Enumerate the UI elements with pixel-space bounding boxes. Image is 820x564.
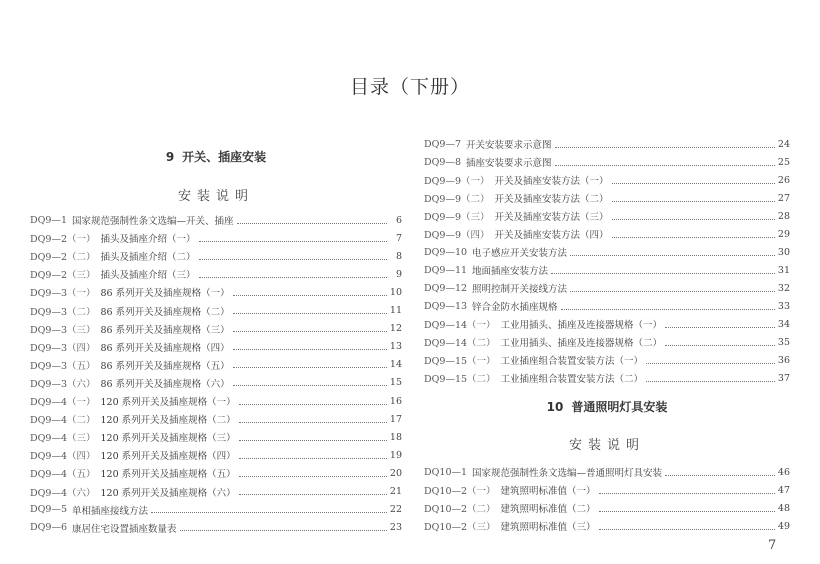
toc-entry-page: 9 — [395, 268, 402, 280]
toc-entry-title: 工业插座组合装置安装方法（二） — [500, 374, 644, 385]
toc-entry-code: DQ9—9（二） — [424, 194, 490, 205]
toc-entry[interactable] — [30, 247, 402, 265]
toc-entry-page: 16 — [389, 395, 402, 407]
toc-entry-page: 29 — [777, 228, 790, 240]
toc-entry-page: 18 — [389, 431, 402, 443]
dot-leader — [199, 240, 387, 242]
toc-entry[interactable] — [424, 351, 790, 369]
toc-entry-title: 国家规范强制性条文选编—普通照明灯具安装 — [472, 468, 663, 479]
toc-entry-code: DQ10—2（二） — [424, 504, 496, 515]
dot-leader — [646, 380, 775, 382]
toc-entry-page: 19 — [389, 449, 402, 461]
toc-entry[interactable] — [30, 374, 402, 392]
toc-entry-page: 24 — [777, 138, 790, 150]
toc-entry[interactable] — [424, 499, 790, 517]
toc-entry-title: 86 系列开关及插座规格（五） — [100, 360, 230, 372]
toc-entry-page: 6 — [395, 214, 402, 226]
dot-leader — [239, 439, 387, 441]
toc-entry-title: 开关及插座安装方法（二） — [494, 194, 609, 205]
toc-entry[interactable] — [30, 483, 402, 501]
toc-entry-title: 照明控制开关接线方法 — [472, 284, 568, 295]
toc-entry-title: 开关及插座安装方法（四） — [494, 230, 609, 241]
dot-leader — [570, 290, 775, 292]
toc-entry-title: 国家规范强制性条文选编—开关、插座 — [72, 216, 234, 227]
toc-entry[interactable] — [30, 320, 402, 338]
toc-entry[interactable] — [424, 481, 790, 499]
toc-entry[interactable] — [30, 356, 402, 374]
toc-entry-code: DQ9—8 — [424, 156, 461, 168]
toc-entry-code: DQ10—2（三） — [424, 522, 496, 533]
toc-entry[interactable] — [424, 135, 790, 153]
toc-entry-page: 23 — [389, 522, 402, 534]
dot-leader — [199, 258, 387, 260]
section-heading: 安装说明 — [568, 438, 645, 453]
toc-entry-title: 86 系列开关及插座规格（二） — [100, 306, 230, 318]
toc-entry[interactable] — [30, 446, 402, 464]
toc-entry-page: 32 — [777, 282, 790, 294]
toc-entry-page: 22 — [389, 504, 402, 516]
dot-leader — [233, 294, 387, 296]
toc-entry[interactable] — [30, 265, 402, 283]
toc-entry-page: 46 — [777, 466, 790, 478]
page-number: 7 — [768, 538, 777, 553]
toc-entry[interactable] — [424, 207, 790, 225]
toc-entry-title: 86 系列开关及插座规格（四） — [100, 342, 230, 354]
toc-entry[interactable] — [424, 225, 790, 243]
toc-entry-code: DQ9—15（二） — [424, 374, 496, 385]
toc-entry-title: 康居住宅设置插座数量表 — [72, 523, 177, 535]
toc-entry-code: DQ9—3（二） — [30, 306, 96, 318]
toc-entry-code: DQ9—9（一） — [424, 176, 490, 187]
toc-entry-page: 35 — [777, 336, 790, 348]
toc-entry-page: 47 — [777, 484, 790, 496]
toc-entry-code: DQ9—3（六） — [30, 378, 96, 390]
toc-entry[interactable] — [424, 153, 790, 171]
dot-leader — [612, 218, 775, 220]
toc-entry-title: 地面插座安装方法 — [472, 266, 549, 277]
toc-entry-title: 插头及插座介绍（二） — [100, 252, 196, 264]
toc-entry[interactable] — [424, 171, 790, 189]
toc-entry-page: 49 — [777, 520, 790, 532]
toc-entry-page: 30 — [777, 246, 790, 258]
dot-leader — [665, 326, 775, 328]
toc-entry-code: DQ9—2（一） — [30, 234, 96, 246]
chapter-heading — [424, 398, 790, 415]
toc-entry-page: 33 — [777, 300, 790, 312]
toc-entry-code: DQ9—10 — [424, 246, 468, 258]
section-heading: 安装说明 — [177, 189, 254, 204]
dot-leader — [239, 475, 387, 477]
toc-entry-page: 28 — [777, 210, 790, 222]
toc-entry-code: DQ9—1 — [30, 214, 67, 226]
toc-entry-page: 7 — [395, 232, 402, 244]
toc-entry-title: 开关及插座安装方法（一） — [494, 176, 609, 187]
toc-entry-code: DQ10—1 — [424, 466, 468, 478]
toc-entry-title: 工业插座组合装置安装方法（一） — [500, 356, 644, 367]
dot-leader — [646, 362, 775, 364]
toc-entry-page: 13 — [389, 341, 402, 353]
toc-entry-page: 37 — [777, 372, 790, 384]
toc-entry-title: 插头及插座介绍（三） — [100, 270, 196, 282]
dot-leader — [551, 272, 775, 274]
toc-entry-page: 36 — [777, 354, 790, 366]
dot-leader — [555, 164, 775, 166]
chapter-heading — [30, 148, 402, 165]
chapter-number: 9 — [165, 150, 175, 164]
chapter-title: 开关、插座安装 — [182, 150, 267, 164]
chapter-title: 普通照明灯具安装 — [571, 400, 668, 414]
toc-entry-code: DQ9—9（四） — [424, 230, 490, 241]
toc-entry[interactable] — [30, 229, 402, 247]
toc-entry-code: DQ9—4（五） — [30, 469, 96, 481]
toc-entry[interactable] — [30, 464, 402, 482]
toc-entry-title: 工业用插头、插座及连接器规格（二） — [500, 338, 663, 349]
toc-entry-code: DQ9—2（二） — [30, 252, 96, 264]
dot-leader — [555, 146, 775, 148]
toc-entry[interactable] — [30, 283, 402, 301]
toc-entry-code: DQ9—14（一） — [424, 320, 496, 331]
dot-leader — [561, 308, 775, 310]
toc-entry-title: 86 系列开关及插座规格（三） — [100, 324, 230, 336]
toc-entry-page: 26 — [777, 174, 790, 186]
dot-leader — [599, 510, 775, 512]
toc-entry-code: DQ9—15（一） — [424, 356, 496, 367]
toc-entry[interactable] — [424, 333, 790, 351]
dot-leader — [665, 474, 775, 476]
chapter-number: 10 — [546, 400, 564, 414]
dot-leader — [570, 254, 775, 256]
toc-entry[interactable] — [30, 519, 402, 537]
dot-leader — [612, 200, 775, 202]
dot-leader — [233, 348, 387, 350]
toc-entry-page: 31 — [777, 264, 790, 276]
toc-entry-code: DQ9—12 — [424, 282, 468, 294]
toc-entry-code: DQ9—11 — [424, 264, 468, 276]
toc-entry-title: 锌合金防水插座规格 — [472, 302, 558, 313]
toc-entry[interactable] — [424, 517, 790, 535]
toc-entry-code: DQ9—3（三） — [30, 324, 96, 336]
dot-leader — [612, 182, 775, 184]
toc-entry-page: 12 — [389, 323, 402, 335]
toc-entry-title: 120 系列开关及插座规格（二） — [100, 415, 236, 427]
dot-leader — [239, 403, 387, 405]
dot-leader — [239, 421, 387, 423]
toc-entry-title: 86 系列开关及插座规格（一） — [100, 288, 230, 300]
dot-leader — [599, 492, 775, 494]
toc-entry-title: 电子感应开关安装方法 — [472, 248, 568, 259]
toc-entry[interactable] — [30, 211, 402, 229]
toc-entry-code: DQ9—14（二） — [424, 338, 496, 349]
toc-entry-page: 17 — [389, 413, 402, 425]
toc-entry-code: DQ9—13 — [424, 300, 468, 312]
toc-entry[interactable] — [424, 369, 790, 387]
toc-entry-title: 120 系列开关及插座规格（三） — [100, 433, 236, 445]
toc-entry-title: 开关及插座安装方法（三） — [494, 212, 609, 223]
toc-entry-code: DQ9—5 — [30, 504, 67, 516]
toc-entry-title: 开关安装要求示意图 — [466, 140, 552, 151]
toc-entry[interactable] — [30, 392, 402, 410]
toc-entry[interactable] — [30, 428, 402, 446]
page-title: 目录（下册） — [349, 76, 470, 98]
toc-entry-page: 25 — [777, 156, 790, 168]
toc-entry-code: DQ9—9（三） — [424, 212, 490, 223]
toc-entry-code: DQ9—3（五） — [30, 360, 96, 372]
toc-entry-code: DQ9—4（三） — [30, 433, 96, 445]
toc-entry-title: 插头及插座介绍（一） — [100, 234, 196, 246]
dot-leader — [237, 222, 387, 224]
dot-leader — [151, 511, 387, 513]
toc-entry-code: DQ9—4（六） — [30, 487, 96, 499]
toc-entry-title: 120 系列开关及插座规格（六） — [100, 487, 236, 499]
toc-entry-title: 工业用插头、插座及连接器规格（一） — [500, 320, 663, 331]
toc-entry-code: DQ9—4（二） — [30, 415, 96, 427]
toc-entry-page: 14 — [389, 359, 402, 371]
toc-entry-page: 48 — [777, 502, 790, 514]
toc-entry-page: 11 — [389, 305, 402, 316]
toc-entry[interactable] — [30, 338, 402, 356]
dot-leader — [239, 493, 387, 495]
toc-entry-code: DQ9—2（三） — [30, 270, 96, 282]
dot-leader — [180, 529, 387, 531]
toc-entry-title: 插座安装要求示意图 — [466, 158, 552, 169]
toc-entry-code: DQ9—3（一） — [30, 288, 96, 300]
toc-entry-title: 120 系列开关及插座规格（一） — [100, 397, 236, 408]
dot-leader — [233, 384, 387, 386]
toc-entry[interactable] — [424, 463, 790, 481]
toc-entry[interactable] — [424, 189, 790, 207]
dot-leader — [199, 276, 387, 278]
toc-entry-code: DQ9—7 — [424, 138, 461, 150]
toc-entry-page: 20 — [389, 467, 402, 479]
toc-entry-code: DQ10—2（一） — [424, 486, 496, 497]
dot-leader — [599, 528, 775, 530]
toc-entry-title: 120 系列开关及插座规格（五） — [100, 469, 236, 481]
toc-entry-page: 8 — [395, 250, 402, 262]
toc-entry[interactable] — [30, 302, 402, 320]
toc-entry-page: 21 — [389, 486, 402, 497]
toc-entry[interactable] — [424, 279, 790, 297]
toc-entry-title: 建筑照明标准值（一） — [500, 486, 596, 497]
toc-entry[interactable] — [424, 297, 790, 315]
toc-entry-title: 86 系列开关及插座规格（六） — [100, 378, 230, 390]
toc-entry[interactable] — [30, 410, 402, 428]
dot-leader — [612, 236, 775, 238]
dot-leader — [233, 312, 387, 314]
toc-entry-title: 120 系列开关及插座规格（四） — [100, 451, 236, 463]
toc-entry-title: 建筑照明标准值（二） — [500, 504, 596, 515]
toc-entry-code: DQ9—6 — [30, 522, 67, 534]
toc-entry-page: 10 — [389, 286, 402, 298]
toc-entry[interactable] — [424, 261, 790, 279]
toc-entry-title: 单相插座接线方法 — [72, 505, 149, 517]
toc-entry[interactable] — [424, 315, 790, 333]
dot-leader — [239, 457, 387, 459]
toc-entry-code: DQ9—3（四） — [30, 342, 96, 354]
toc-entry-code: DQ9—4（一） — [30, 397, 96, 408]
toc-entry[interactable] — [30, 501, 402, 519]
toc-entry[interactable] — [424, 243, 790, 261]
toc-entry-page: 27 — [777, 192, 790, 204]
toc-entry-code: DQ9—4（四） — [30, 451, 96, 463]
toc-entry-page: 34 — [777, 318, 790, 330]
toc-entry-page: 15 — [389, 377, 402, 389]
dot-leader — [233, 330, 387, 332]
dot-leader — [233, 366, 387, 368]
toc-entry-title: 建筑照明标准值（三） — [500, 522, 596, 533]
dot-leader — [665, 344, 775, 346]
